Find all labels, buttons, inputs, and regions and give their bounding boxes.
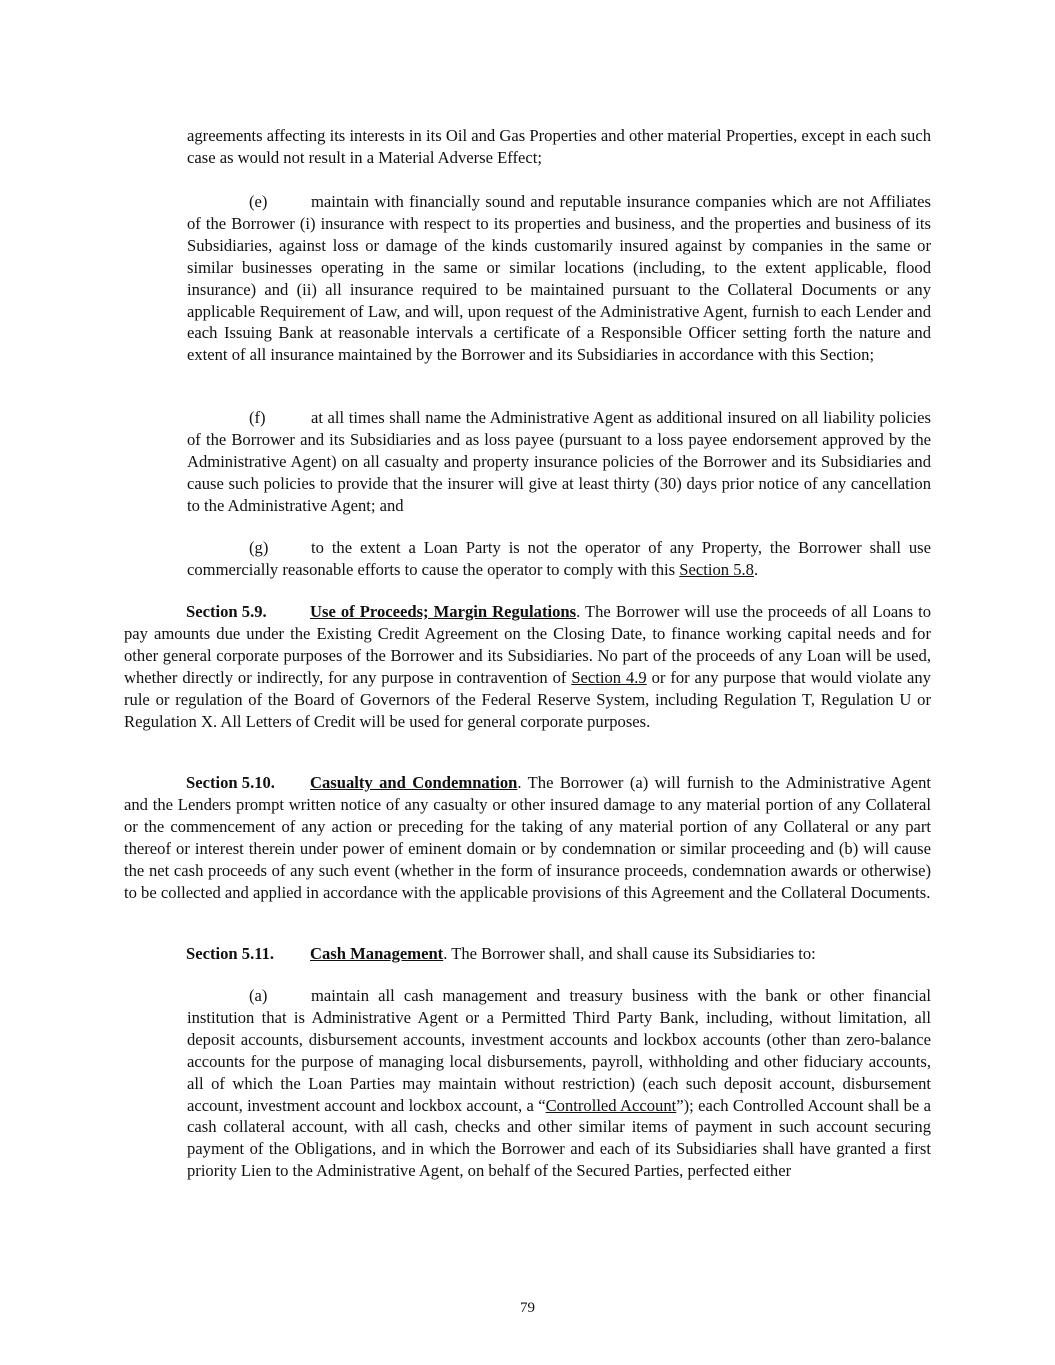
- section-5-8-link[interactable]: Section 5.8: [679, 559, 754, 579]
- clause-label: (g): [249, 538, 269, 557]
- clause-g: [187, 537, 931, 581]
- clause-label: (e): [249, 192, 268, 211]
- section-title: Cash Management: [310, 944, 444, 963]
- clause-f: [187, 407, 931, 517]
- clause-text-end: .: [753, 559, 759, 579]
- clause-text: at all times shall name the Administrative Agent as additional insured on all liability policies of the Borrower and its Subsidiaries and as loss payee (pursuant to a loss payee endorsement approved by the Administrative Agent) on all casualty and property insurance policies of the Borrower and its Subsidiaries and cause such policies to provide that the insurer will give at least thirty (30) days prior notice of any cancellation to the Administrative Agent; and: [187, 408, 931, 515]
- section-text: . The Borrower shall, and shall cause its Subsidiaries to:: [443, 944, 816, 963]
- clause-e: [187, 191, 931, 366]
- defined-term-controlled-account: Controlled Account: [545, 1095, 677, 1115]
- section-number: Section 5.11.: [186, 944, 275, 963]
- section-number: Section 5.9.: [186, 602, 267, 621]
- section-text-continued: or for any purpose that would violate any rule or regulation of the Board of Governors of the Federal Reserve System, including Regulation T, Regulation U or Regulation X. All Letters of Credit will be used for general corporate purposes.: [124, 667, 931, 731]
- section-number: Section 5.10.: [186, 773, 275, 792]
- section-text: . The Borrower (a) will furnish to the Administrative Agent and the Lenders prompt written notice of any casualty or other insured damage to any material portion of any Collateral or the commencement of any action or preceding for the taking of any material portion of any Collateral or any part thereof or interest therein under power of eminent domain or by condemnation or similar proceeding and (b) will cause the net cash proceeds of any such event (whether in the form of insurance proceeds, condemnation awards or otherwise) to be collected and applied in accordance with the applicable provisions of this Agreement and the Collateral Documents.: [124, 773, 931, 902]
- section-5-10: [124, 772, 931, 903]
- section-4-9-link[interactable]: Section 4.9: [571, 667, 647, 687]
- section-5-9: [124, 601, 931, 732]
- clause-text: to the extent a Loan Party is not the operator of any Property, the Borrower shall use commercially reasonable efforts to cause the operator to comply with this: [187, 538, 931, 579]
- clause-label: (f): [249, 408, 266, 427]
- section-5-11-clause-a: [187, 985, 931, 1182]
- clause-text: maintain with financially sound and reputable insurance companies which are not Affiliates of the Borrower (i) insurance with respect to its properties and business, and the properties and business of its Subsidiaries, against loss or damage of the kinds customarily insured against by companies in the same or similar businesses operating in the same or similar locations (including, to the extent applicable, flood insurance) and (ii) all insurance required to be maintained pursuant to the Collateral Documents or any applicable Requirement of Law, and will, upon request of the Administrative Agent, furnish to each Lender and each Issuing Bank at reasonable intervals a certificate of a Responsible Officer setting forth the nature and extent of all insurance maintained by the Borrower and its Subsidiaries in accordance with this Section;: [187, 192, 931, 365]
- continuation-paragraph: [187, 125, 931, 169]
- paragraph-text: agreements affecting its interests in its Oil and Gas Properties and other material Properties, except in each such case as would not result in a Material Adverse Effect;: [187, 126, 931, 167]
- clause-text: maintain all cash management and treasury business with the bank or other financial institution that is Administrative Agent or a Permitted Third Party Bank, including, without limitation, all deposit accounts, disbursement accounts, investment accounts and lockbox accounts (other than zero-balance accounts for the purpose of managing local disbursements, payroll, withholding and other fiduciary accounts, all of which the Loan Parties may maintain without restriction) (each such deposit account, disbursement account, investment account and lockbox account, a “: [187, 986, 931, 1115]
- clause-label: (a): [249, 986, 268, 1005]
- section-title: Use of Proceeds; Margin Regulations: [310, 602, 577, 621]
- page-number: 79: [520, 1300, 535, 1316]
- section-title: Casualty and Condemnation: [310, 773, 518, 792]
- section-5-11: [124, 943, 931, 965]
- section-text: . The Borrower will use the proceeds of all Loans to pay amounts due under the Existing Credit Agreement on the Closing Date, to finance working capital needs and for other general corporate purposes of the Borrower and its Subsidiaries. No part of the proceeds of any Loan will be used, whether directly or indirectly, for any purpose in contravention of: [124, 602, 931, 687]
- clause-text-continued: ”); each Controlled Account shall be a cash collateral account, with all cash, checks and other similar items of payment in such account securing payment of the Obligations, and in which the Borrower and each of its Subsidiaries shall have granted a first priority Lien to the Administrative Agent, on behalf of the Secured Parties, perfected either: [187, 1095, 931, 1181]
